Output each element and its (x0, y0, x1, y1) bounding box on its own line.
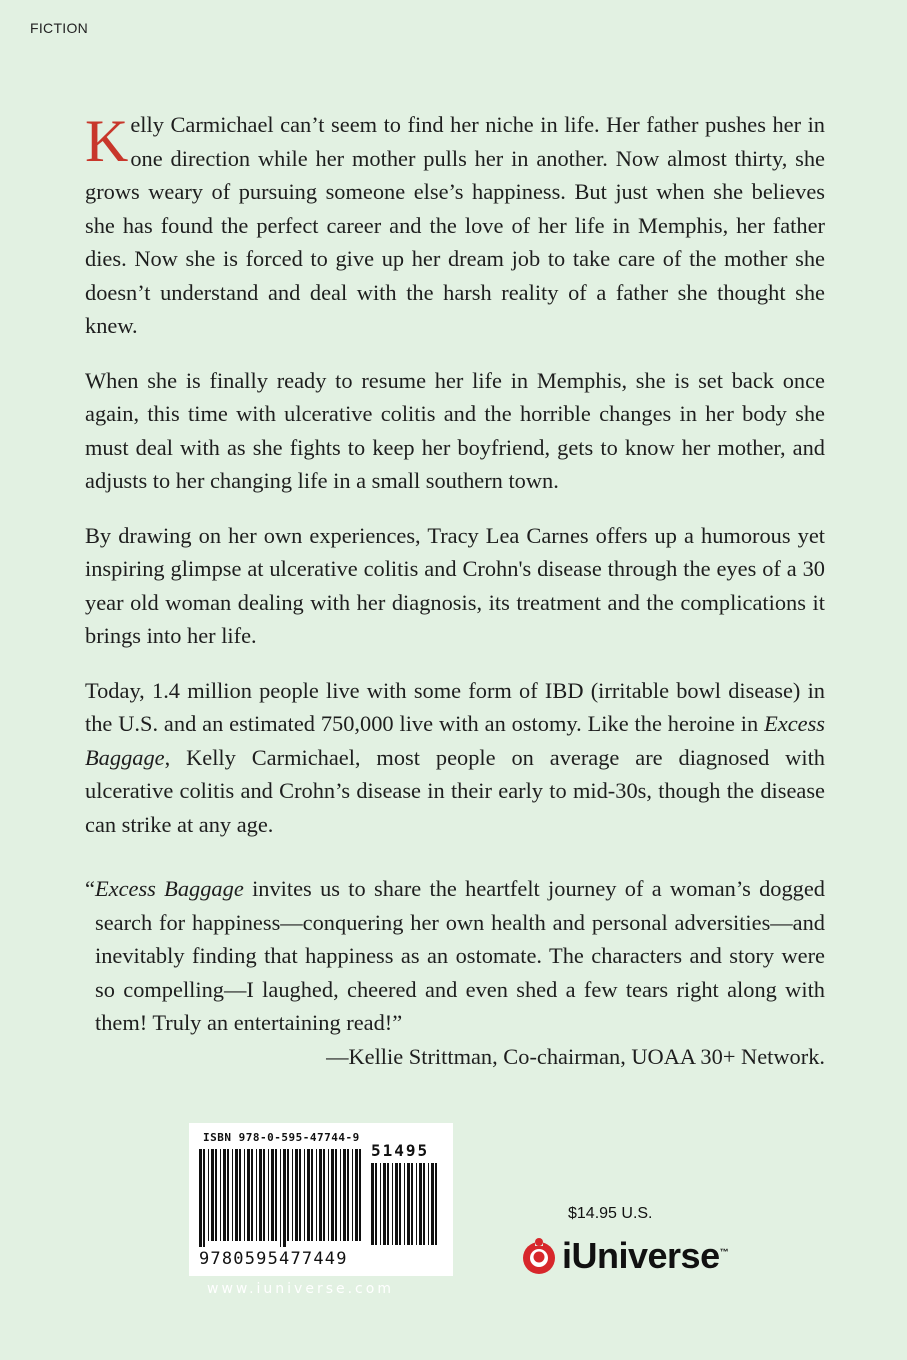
ean-barcode-bars (199, 1149, 367, 1247)
barcode-bar (340, 1149, 341, 1241)
barcode (189, 1123, 453, 1276)
barcode-bar (220, 1149, 221, 1241)
drop-cap: K (85, 108, 129, 174)
addon-barcode-bars (371, 1163, 443, 1253)
barcode-bar (215, 1149, 217, 1241)
barcode-bar (263, 1149, 265, 1241)
barcode-bar (359, 1149, 361, 1241)
testimonial-body: invites us to share the heartfelt journey of a woman’s dogged search for happiness—conquering her own health and personal adversities—and inevitably finding that happiness as an ostomate. The characters and story were so compelling—I laughed, cheered and even shed a few tears right along with them! Truly an entertaining read!” (95, 876, 825, 1035)
genre-label: FICTION (30, 20, 89, 36)
barcode-bar (347, 1149, 349, 1241)
paragraph-3: By drawing on her own experiences, Tracy Lea Carnes offers up a humorous yet inspiring glimpse at ulcerative colitis and Crohn's disease through the eyes of a 30 year old woman dealing with her diagnosis, its treatment and the complications it brings into her life. (85, 522, 825, 648)
barcode-bar (223, 1149, 226, 1241)
paragraph-1 (85, 108, 825, 343)
barcode-bar (292, 1149, 293, 1241)
barcode-bar (328, 1149, 329, 1241)
description-block (85, 108, 825, 862)
barcode-bar (375, 1163, 377, 1245)
barcode-bar (380, 1163, 381, 1245)
paragraph-4 (85, 674, 825, 842)
barcode-bar (247, 1149, 250, 1241)
barcode-bar (371, 1163, 374, 1245)
barcode-bar (271, 1149, 274, 1241)
barcode-bar (383, 1163, 386, 1245)
barcode-bar (419, 1163, 422, 1245)
price-code: 51495 (371, 1141, 430, 1160)
quote-open-mark: “ (85, 876, 95, 901)
barcode-bar (232, 1149, 233, 1241)
barcode-bar (307, 1149, 310, 1241)
barcode-bar (244, 1149, 245, 1241)
barcode-bar (211, 1149, 214, 1241)
barcode-bar (416, 1163, 417, 1245)
barcode-bar (239, 1149, 241, 1241)
barcode-bar (208, 1149, 209, 1241)
barcode-bar (404, 1163, 405, 1245)
barcode-bar (304, 1149, 305, 1241)
barcode-bar (407, 1163, 410, 1245)
barcode-bar (431, 1163, 434, 1245)
testimonial-text (85, 872, 825, 1040)
barcode-bar (259, 1149, 262, 1241)
isbn-digits: 9780595477449 (199, 1249, 348, 1269)
price: $14.95 U.S. (568, 1205, 653, 1222)
testimonial (85, 872, 825, 1073)
barcode-bar (435, 1163, 437, 1245)
barcode-bar (235, 1149, 238, 1241)
barcode-bar (199, 1149, 202, 1247)
iuniverse-logo-icon (520, 1236, 558, 1276)
barcode-bar (256, 1149, 257, 1241)
barcode-bar (311, 1149, 313, 1241)
barcode-bar (316, 1149, 317, 1241)
website-url: www.iuniverse.com (207, 1281, 394, 1297)
barcode-bar (395, 1163, 398, 1245)
testimonial-book-title: Excess Baggage (94, 876, 244, 901)
paragraph-1-text: elly Carmichael can’t seem to find her niche in life. Her father pushes her in one direction while her mother pulls her in another. Now almost thirty, she grows weary of pursuing someone else’s happiness. But just when she believes she has found the perfect career and the love of her life in Memphis, her father dies. Now she is forced to give up her dream job to take care of the mother she doesn’t understand and deal with the harsh reality of a father she thought she knew. (85, 112, 825, 338)
barcode-bar (387, 1163, 389, 1245)
barcode-bar (283, 1149, 286, 1247)
barcode-bar (428, 1163, 429, 1245)
publisher-name: iUniverse™ (562, 1235, 729, 1276)
barcode-bar (275, 1149, 277, 1241)
publisher-logo (520, 1232, 728, 1280)
barcode-bar (355, 1149, 358, 1241)
paragraph-2: When she is finally ready to resume her life in Memphis, she is set back once again, this time with ulcerative colitis and the horrible changes in her body she must deal with as she fights to keep her boyfriend, gets to know her mother, and adjusts to her changing life in a small southern town. (85, 367, 825, 493)
barcode-bar (352, 1149, 353, 1241)
barcode-bar (319, 1149, 322, 1241)
barcode-bar (287, 1149, 289, 1241)
barcode-bar (392, 1163, 393, 1245)
book-title: Excess Baggage (85, 711, 825, 770)
barcode-bar (299, 1149, 301, 1241)
barcode-bar (227, 1149, 229, 1241)
barcode-bar (295, 1149, 298, 1241)
barcode-bar (343, 1149, 346, 1241)
testimonial-attribution: —Kellie Strittman, Co-chairman, UOAA 30+ Network. (326, 1043, 825, 1069)
barcode-bar (411, 1163, 413, 1245)
barcode-bar (268, 1149, 269, 1241)
barcode-bar (280, 1149, 281, 1247)
paragraph-4-text-b: , Kelly Carmichael, most people on average are diagnosed with ulcerative colitis and Crohn’s disease in their early to mid-30s, though the disease can strike at any age. (85, 744, 825, 837)
barcode-bar (331, 1149, 334, 1241)
barcode-bar (335, 1149, 337, 1241)
isbn-label: ISBN 978-0-595-47744-9 (203, 1131, 360, 1144)
barcode-bar (423, 1163, 425, 1245)
barcode-bar (323, 1149, 325, 1241)
barcode-bar (203, 1149, 205, 1247)
paragraph-4-text-a: Today, 1.4 million people live with some form of IBD (irritable bowl disease) in the U.S. and an estimated 750,000 live with an ostomy. Like the heroine in (85, 677, 825, 736)
barcode-bar (399, 1163, 401, 1245)
barcode-bar (251, 1149, 253, 1241)
